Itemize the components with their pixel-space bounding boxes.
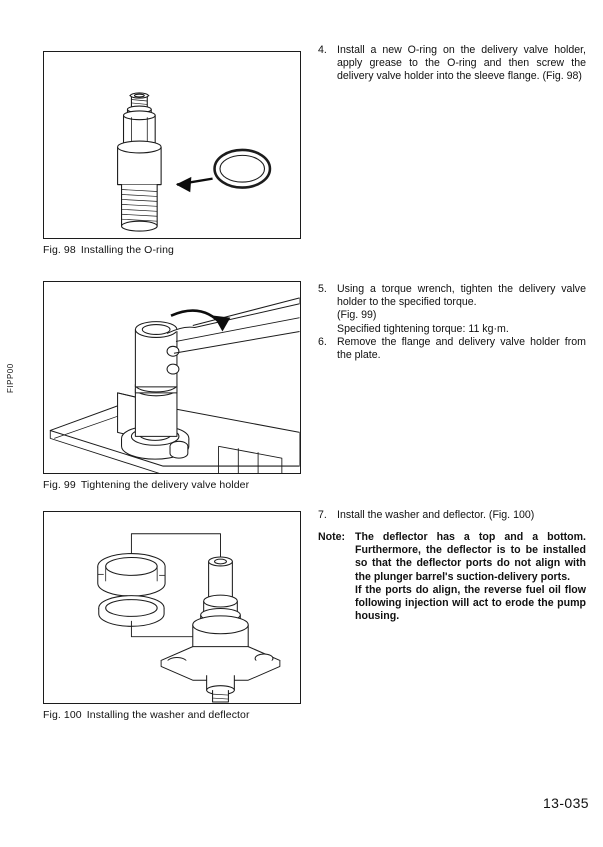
- step-row: [318, 336, 586, 362]
- instruction-steps-5-6: [318, 283, 586, 362]
- step-4-text: Install a new O-ring on the delivery valve holder, apply grease to the O-ring and then screw the delivery valve holder into the sleeve flange. (Fig. 98): [337, 44, 586, 83]
- note-paragraph-1: The deflector has a top and a bottom. Furthermore, the deflector is to be installed so that the deflector ports do not align with the plunger barrel's suction-delivery ports.: [355, 531, 586, 583]
- figure-99-caption-text: Tightening the delivery valve holder: [80, 479, 250, 491]
- figure-100-block: [43, 511, 301, 721]
- figure-98-caption-number: Fig. 98: [43, 244, 76, 256]
- side-code-label: FIPP00: [6, 363, 15, 393]
- figure-98-frame: [43, 51, 301, 239]
- step-5-torque-spec: Specified tightening torque: 11 kg·m.: [337, 322, 509, 335]
- deflector-ring-shape: [98, 554, 165, 597]
- step-5-body: [337, 283, 586, 336]
- note-block: [318, 531, 586, 623]
- note-label: Note:: [318, 531, 346, 543]
- note-body: [355, 531, 586, 623]
- figure-100-frame: [43, 511, 301, 704]
- note-row: [318, 531, 586, 623]
- step-row: [318, 283, 586, 336]
- page-number: 13-035: [543, 795, 589, 811]
- step-7-text: [337, 509, 586, 522]
- delivery-valve-holder-oring-illustration: [44, 52, 300, 238]
- step-5-line-2: (Fig. 99): [337, 309, 377, 322]
- step-row: [318, 509, 586, 522]
- figure-98-block: [43, 51, 301, 256]
- step-5-line-1: Using a torque wrench, tighten the delivery valve holder to the specified torque.: [337, 283, 586, 309]
- step-6-number: 6.: [318, 335, 327, 348]
- figure-99-frame: [43, 281, 301, 474]
- step-7-line: Install the washer and deflector. (Fig. 100): [337, 509, 535, 521]
- figure-99-caption-number: Fig. 99: [43, 479, 76, 491]
- note-paragraph-2: If the ports do align, the reverse fuel oil flow following injection will act to erode the pump housing.: [355, 583, 586, 623]
- figure-100-caption: [43, 709, 301, 721]
- o-ring-shape: [215, 150, 270, 188]
- step-4-number: 4.: [318, 44, 327, 56]
- step-5-number: 5.: [318, 283, 327, 295]
- pump-assembly-shape: [161, 557, 280, 702]
- rotation-arrow-head: [214, 316, 231, 332]
- step-row: [318, 44, 586, 84]
- step-7-number: 7.: [318, 509, 327, 521]
- instruction-step-7: [318, 509, 586, 522]
- figure-100-caption-text: Installing the washer and deflector: [86, 709, 250, 721]
- torque-wrench-tightening-illustration: [44, 282, 300, 473]
- figure-98-caption: [43, 244, 301, 256]
- figure-100-caption-number: Fig. 100: [43, 709, 82, 721]
- assembly-arrow: [177, 178, 213, 192]
- instruction-step-4: [318, 44, 586, 84]
- figure-99-block: [43, 281, 301, 491]
- step-6-text: Remove the flange and delivery valve holder from the plate.: [337, 335, 586, 362]
- washer-deflector-illustration: [44, 512, 300, 703]
- figure-99-caption: [43, 479, 301, 491]
- figure-98-caption-text: Installing the O-ring: [80, 244, 174, 256]
